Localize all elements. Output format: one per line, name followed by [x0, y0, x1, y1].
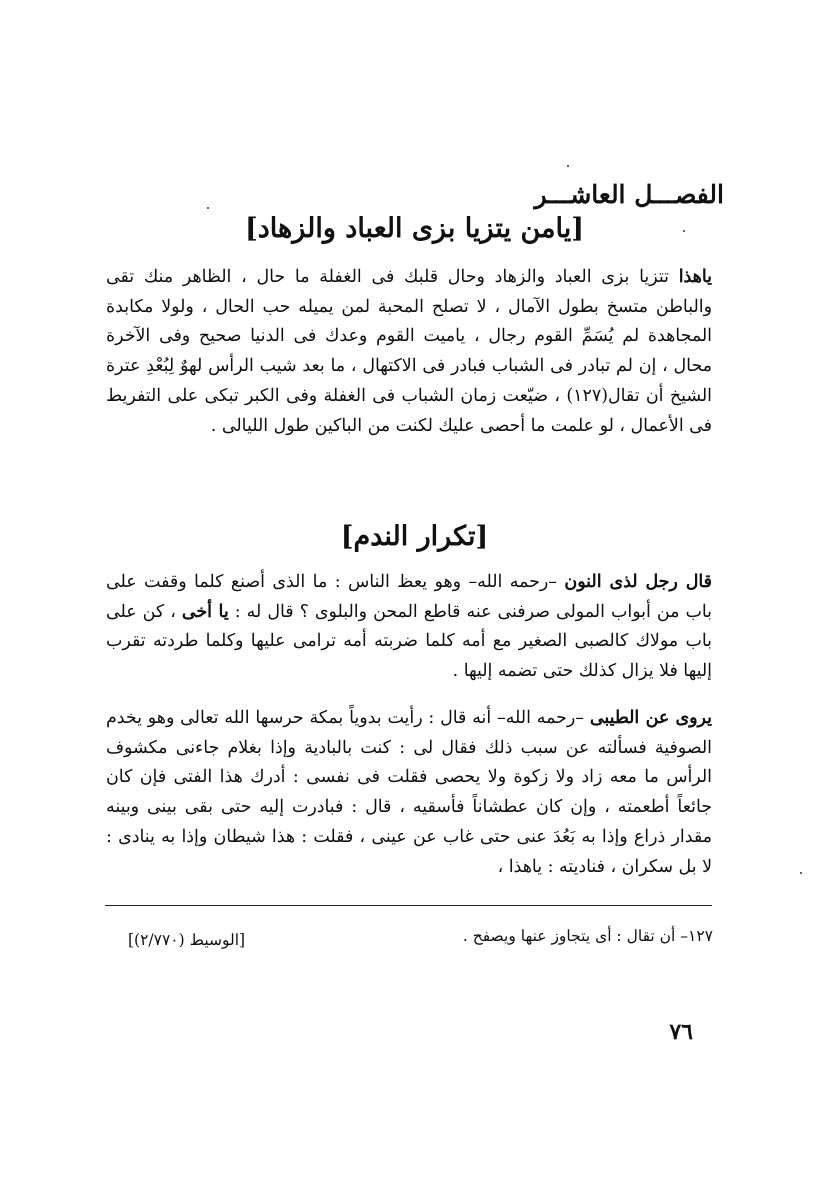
scan-speck — [207, 207, 209, 209]
paragraph-2-text-2: ، كن على باب مولاك كالصبى الصغير مع أمه كلما ضربته أمه ترامى عليها وكلما طردته تقرب إليها فلا يزال كذلك حتى تضمه إليها . — [106, 601, 712, 682]
scan-speck — [683, 230, 685, 232]
paragraph-1-lead: ياهذا — [678, 267, 712, 287]
paragraph-3-text: –رحمه الله– أنه قال : رأيت بدوياً بمكة حرسها الله تعالى وهو يخدم الصوفية فسألته عن سبب ذلك فقال لى : كنت بالبادية وإذا بغلام جاءنى مكشوف الرأس ما معه زاد ولا زكوة ولا يحصى فقلت فى نفسى : أدرك هذا الفتى فإن كان جائعاً أطعمته ، وإن كان عطشاناً فأسقيه ، قال : فبادرت إليه حتى بقى بينى وبينه مقدار ذراع وإذا به بَعُدَ عنى حتى غاب عن عينى ، فقلت : هذا شيطان وإذا به ينادى : لا بل سكران ، فناديته : ياهذا ، — [106, 708, 712, 877]
paragraph-2-text-1: –رحمه الله– وهو يعظ الناس : ما الذى أصنع كلما وقفت على باب من أبواب المولى صرفنى عنه قاطع المحن والبلوى ؟ قال له : — [106, 572, 713, 622]
paragraph-3 — [106, 704, 712, 882]
paragraph-1 — [106, 263, 712, 441]
paragraph-2-lead-2: يا أخى — [181, 601, 229, 622]
section-title: [تكرار الندم] — [340, 521, 489, 552]
scan-speck — [567, 165, 569, 167]
paragraph-1-text: تتزيا بزى العباد والزهاد وحال قلبك فى الغفلة ما حال ، الظاهر منك تقى والباطن متسخ بطول الآمال ، لا تصلح المحبة لمن يميله حب الحال ، ولولا مكابدة المجاهدة لم يُسَمِّ القوم رجال ، ياميت القوم وعدك فى الدنيا صحيح وفى الآخرة محال ، إن لم تبادر فى الشباب فبادر فى الاكتهال ، ما بعد شيب الرأس لهوٌ لِبُعْدِ عترة الشيخ أن تقال(١٢٧) ، ضيّعت زمان الشباب فى الغفلة وفى الكبر تبكى على التفريط فى الأعمال ، لو علمت ما أحصى عليك لكنت من الباكين طول الليالى . — [106, 267, 712, 436]
footnote: ١٢٧– أن تقال : أى يتجاوز عنها ويصفح . — [462, 927, 713, 945]
footnote-reference: [الوسيط (٢/٧٧٠)] — [128, 931, 246, 949]
paragraph-3-lead: يروى عن الطيبى — [589, 708, 712, 728]
page-number: ٧٦ — [669, 1019, 693, 1045]
scan-speck — [800, 872, 802, 874]
chapter-title: [يامن يتزيا بزى العباد والزهاد] — [244, 213, 585, 244]
footnote-divider — [105, 905, 712, 906]
paragraph-2-lead: قال رجل لذى النون — [564, 572, 712, 592]
paragraph-2 — [106, 568, 712, 687]
chapter-heading: الفصـــل العاشـــر — [534, 180, 724, 209]
